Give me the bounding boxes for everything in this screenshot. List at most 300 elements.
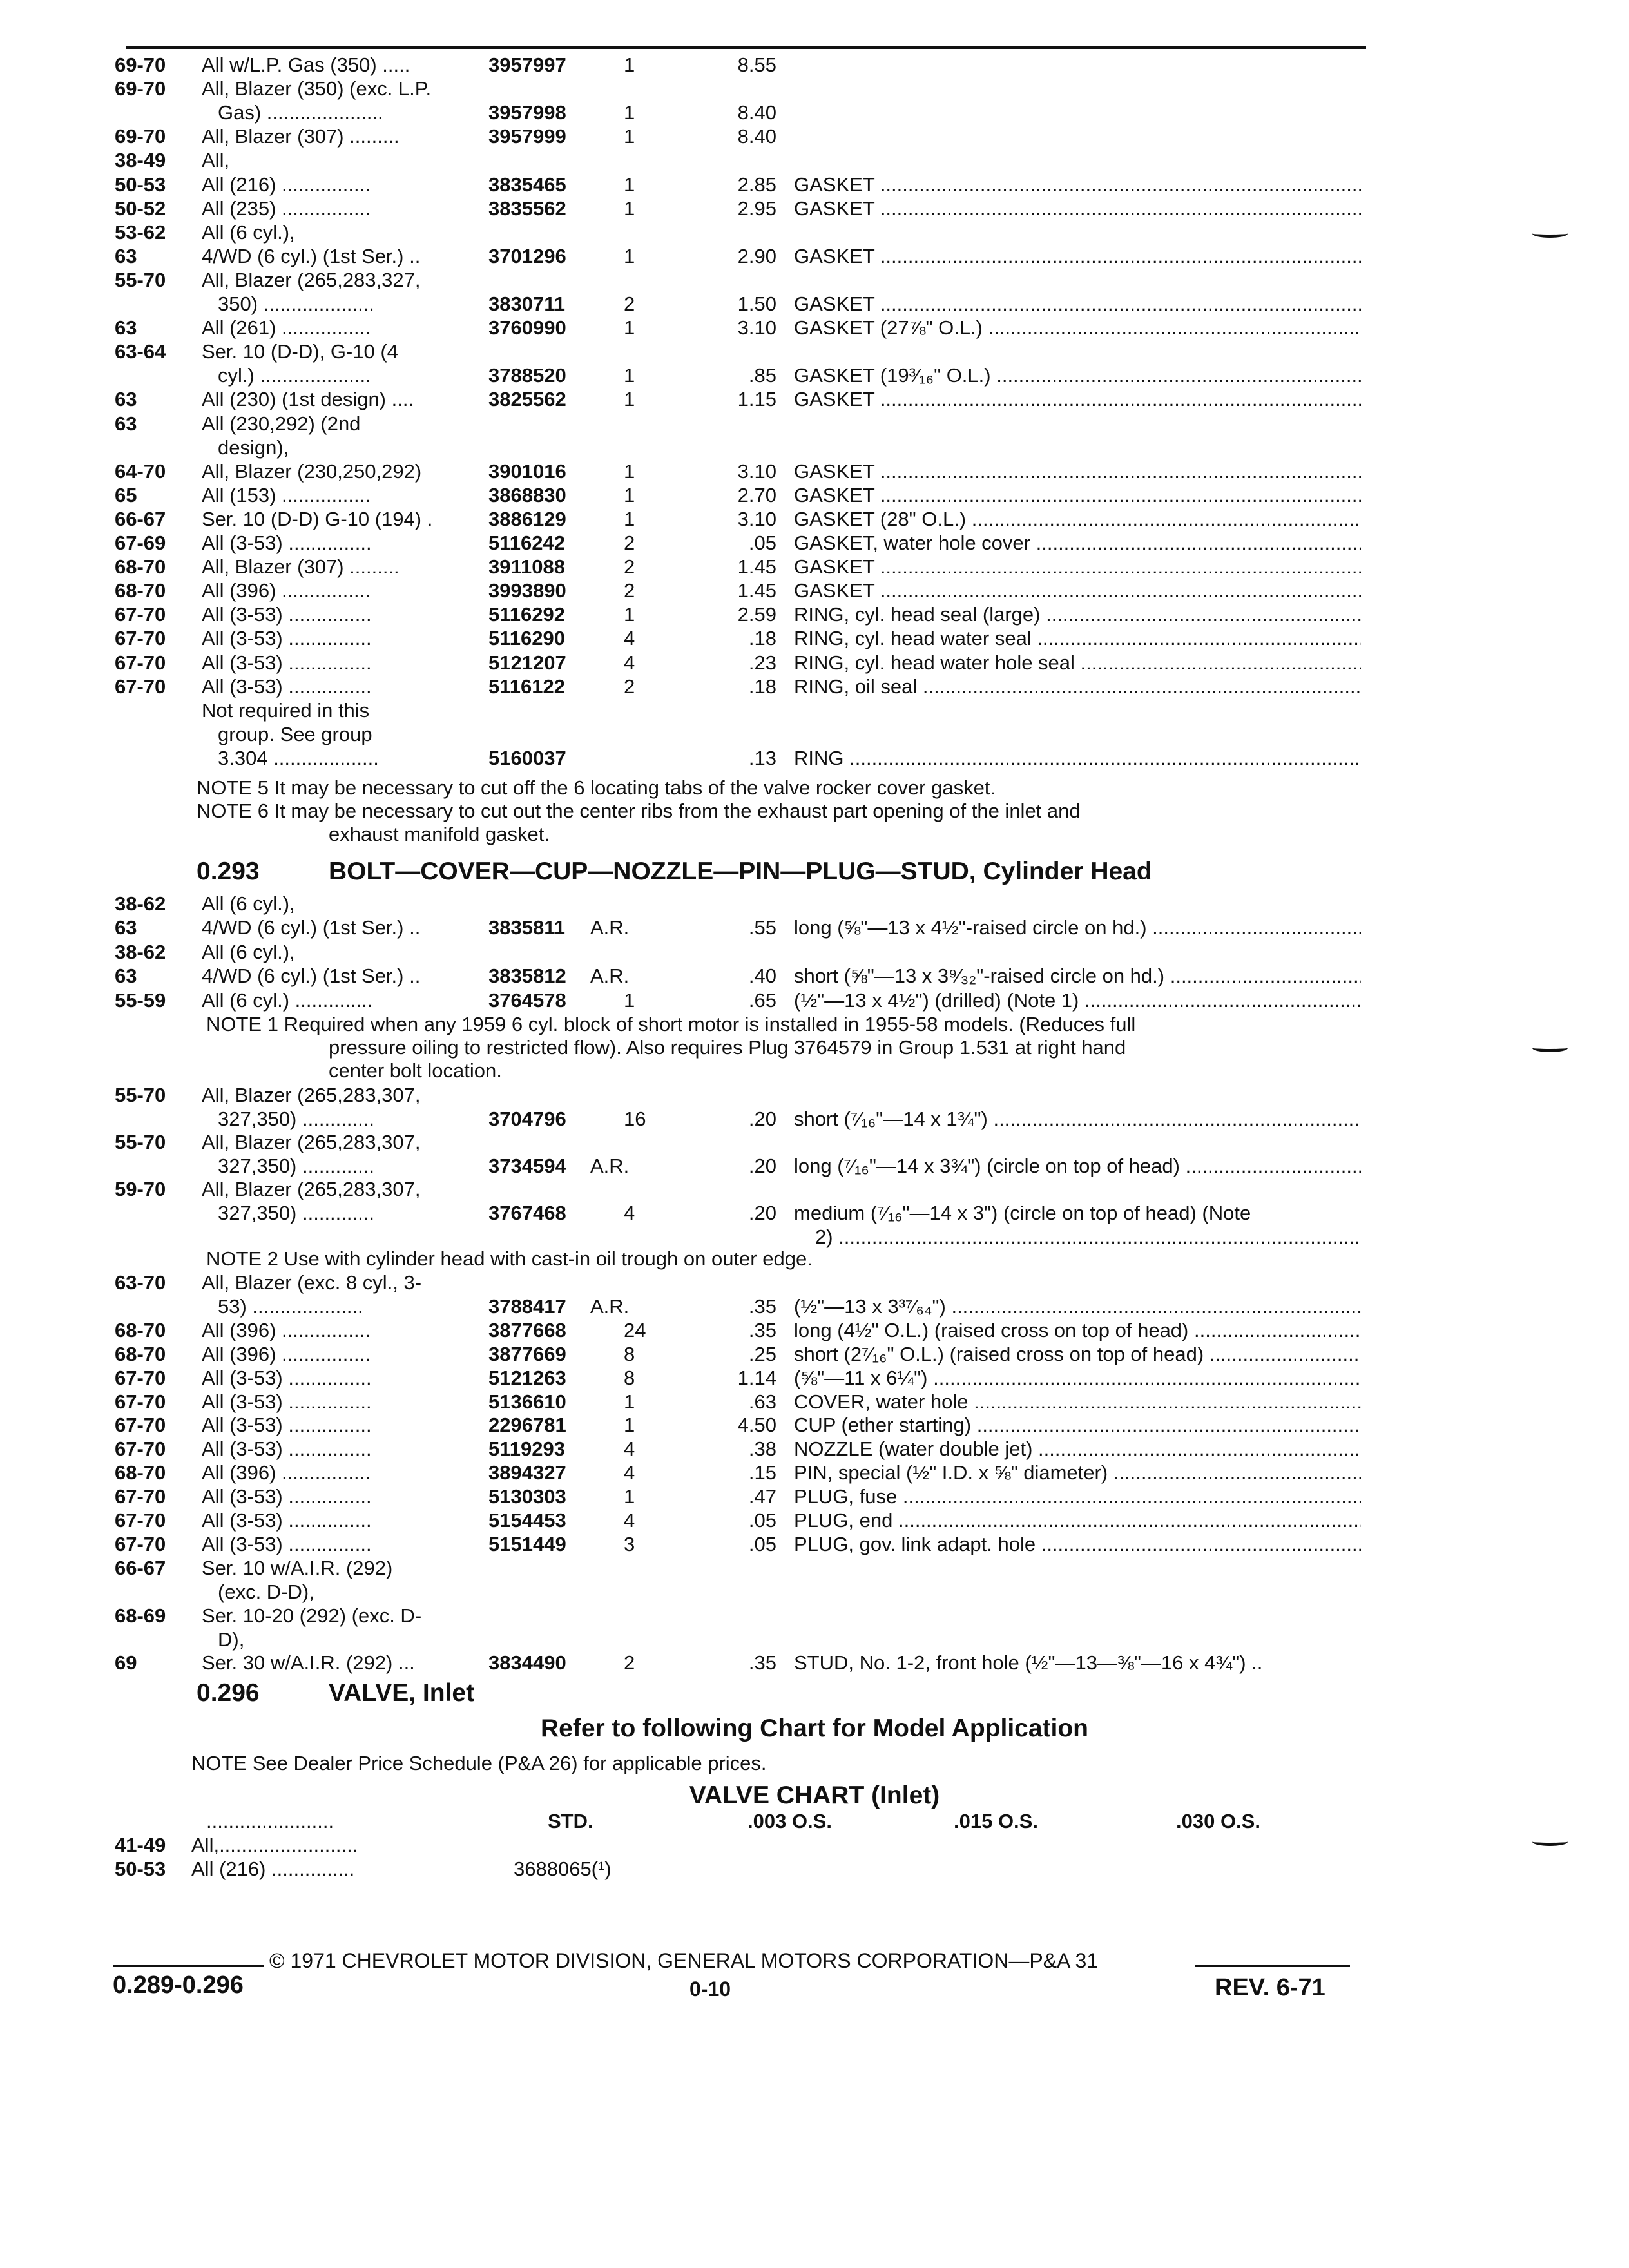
- part-number: 5136610: [488, 1390, 566, 1413]
- application: All (3-53) ...............: [202, 675, 372, 698]
- quantity: 1: [624, 1390, 635, 1413]
- quantity: 2: [624, 579, 635, 602]
- footer-rule-left: [113, 1965, 264, 1967]
- price: 1.14: [737, 1366, 776, 1389]
- price: .63: [748, 1390, 776, 1413]
- part-number: 3835812: [488, 965, 566, 988]
- footer-revision: REV. 6-71: [1215, 1974, 1325, 2001]
- description: STUD, No. 1-2, front hole (½"—13—⅜"—16 x 4¾") ..: [794, 1651, 1263, 1675]
- year-range: 68-70: [115, 1461, 166, 1485]
- parts-row: [0, 626, 1629, 651]
- part-number: 3868830: [488, 483, 566, 506]
- application: All (216) ...............: [191, 1858, 355, 1880]
- application: All (6 cyl.),: [202, 892, 295, 915]
- year-range: 68-70: [115, 1318, 166, 1341]
- year-range: 67-70: [115, 1437, 166, 1461]
- quantity: 1: [624, 364, 635, 387]
- price: .38: [748, 1437, 776, 1461]
- parts-row: [0, 1485, 1629, 1509]
- year-range: 38-62: [115, 892, 166, 915]
- application: All,.........................: [191, 1834, 358, 1856]
- part-number: 3764578: [488, 988, 566, 1012]
- application: All, Blazer (230,250,292): [202, 459, 422, 483]
- parts-row: [0, 412, 1629, 436]
- part-number: 3825562: [488, 388, 566, 411]
- application: All, Blazer (265,283,327,: [202, 268, 421, 291]
- description: short (2⁷⁄₁₆" O.L.) (raised cross on top of head) .....: [794, 1342, 1361, 1367]
- description: GASKET (28" O.L.) .....: [794, 507, 1361, 532]
- section-0-296-title: VALVE, Inlet: [329, 1679, 475, 1707]
- parts-row: [0, 1508, 1629, 1533]
- parts-row: [0, 1342, 1629, 1367]
- year-range: 63: [115, 916, 137, 939]
- price: .47: [748, 1485, 776, 1508]
- parts-row: [0, 1107, 1629, 1131]
- year-range: 67-70: [115, 651, 166, 674]
- valve-chart-title: VALVE CHART (Inlet): [689, 1782, 940, 1809]
- year-range: 65: [115, 483, 137, 506]
- description: GASKET .....: [794, 579, 1361, 603]
- year-range: 59-70: [115, 1178, 166, 1201]
- note-1-cont-1: pressure oiling to restricted flow). Also requires Plug 3764579 in Group 1.531 at right hand: [329, 1036, 1126, 1059]
- description: PLUG, end .....: [794, 1508, 1361, 1533]
- part-number: 3704796: [488, 1107, 566, 1130]
- top-rule: [126, 46, 1366, 49]
- application: All (3-53) ...............: [202, 603, 372, 626]
- quantity: 1: [624, 388, 635, 411]
- year-range: 67-70: [115, 1532, 166, 1555]
- quantity: 4: [624, 627, 635, 650]
- part-number: 5121207: [488, 651, 566, 674]
- application: All (216) ................: [202, 173, 371, 196]
- price: 3.10: [737, 459, 776, 483]
- quantity: 8: [624, 1366, 635, 1389]
- price: 2.70: [737, 483, 776, 506]
- price: .55: [748, 916, 776, 939]
- footer-copyright: © 1971 CHEVROLET MOTOR DIVISION, GENERAL MOTORS CORPORATION—P&A 31: [269, 1949, 1099, 1972]
- parts-row: [0, 101, 1629, 125]
- application: 4/WD (6 cyl.) (1st Ser.) ..: [202, 965, 421, 988]
- parts-row: [0, 1271, 1629, 1295]
- parts-row: [0, 316, 1629, 340]
- application: 3.304 ...................: [218, 746, 379, 769]
- application: 327,350) .............: [218, 1202, 374, 1224]
- description: RING, oil seal .....: [794, 675, 1361, 699]
- parts-row: [0, 602, 1629, 627]
- year-range: 68-70: [115, 555, 166, 579]
- part-number: 2296781: [488, 1414, 566, 1437]
- refer-chart-heading: Refer to following Chart for Model Application: [540, 1715, 1089, 1742]
- valve-chart-header-015: .015 O.S.: [954, 1810, 1038, 1832]
- margin-mark: [1532, 1838, 1568, 1846]
- description: GASKET .....: [794, 483, 1361, 508]
- description: medium (⁷⁄₁₆"—14 x 3") (circle on top of head) (Note: [794, 1202, 1251, 1224]
- quantity: 1: [624, 459, 635, 483]
- description: RING, cyl. head seal (large) .....: [794, 602, 1361, 627]
- application: All (6 cyl.) ..............: [202, 988, 373, 1012]
- quantity: 4: [624, 1202, 635, 1224]
- year-range: 67-70: [115, 1390, 166, 1413]
- quantity: 1: [624, 316, 635, 340]
- price: .15: [748, 1461, 776, 1485]
- application: Ser. 30 w/A.I.R. (292) ...: [202, 1651, 415, 1675]
- part-number: 3957997: [488, 53, 566, 76]
- parts-row: [0, 220, 1629, 245]
- part-number: 5151449: [488, 1532, 566, 1555]
- quantity: 2: [624, 532, 635, 554]
- price: .40: [748, 965, 776, 988]
- price: 2.90: [737, 244, 776, 267]
- parts-row: [0, 579, 1629, 603]
- part-number: 3834490: [488, 1651, 566, 1675]
- description: RING .....: [794, 746, 1361, 771]
- description: long (⁷⁄₁₆"—14 x 3¾") (circle on top of head) .....: [794, 1154, 1361, 1178]
- part-number: 3701296: [488, 244, 566, 267]
- application: cyl.) ....................: [218, 364, 371, 387]
- quantity: 2: [624, 1651, 635, 1675]
- application: 327,350) .............: [218, 1154, 374, 1177]
- part-number: 5130303: [488, 1485, 566, 1508]
- year-range: 69-70: [115, 77, 166, 101]
- quantity: 2: [624, 675, 635, 698]
- parts-row: [0, 1318, 1629, 1343]
- note-5: NOTE 5 It may be necessary to cut off the 6 locating tabs of the valve rocker cover gasket.: [197, 776, 996, 799]
- note-1-cont-2: center bolt location.: [329, 1059, 502, 1082]
- parts-row: [0, 1225, 1629, 1249]
- year-range: 63: [115, 244, 137, 267]
- application: Ser. 10-20 (292) (exc. D-: [202, 1604, 422, 1627]
- parts-row: [0, 1651, 1629, 1675]
- parts-row: [0, 268, 1629, 293]
- application: All (396) ................: [202, 1461, 371, 1485]
- description: GASKET .....: [794, 244, 1361, 269]
- description: long (4½" O.L.) (raised cross on top of head) .....: [794, 1318, 1361, 1343]
- description: GASKET (19³⁄₁₆" O.L.) .....: [794, 363, 1361, 388]
- quantity: 4: [624, 651, 635, 674]
- year-range: 69-70: [115, 125, 166, 148]
- application: All (396) ................: [202, 1342, 371, 1365]
- year-range: 55-70: [115, 1131, 166, 1154]
- application: All, Blazer (307) .........: [202, 555, 400, 579]
- price: .13: [748, 746, 776, 769]
- quantity: 1: [624, 603, 635, 626]
- application: All (6 cyl.),: [202, 940, 295, 963]
- year-range: 38-49: [115, 149, 166, 172]
- parts-row: [0, 1294, 1629, 1319]
- application: 327,350) .............: [218, 1107, 374, 1130]
- price: 8.40: [737, 101, 776, 124]
- parts-row: [0, 1083, 1629, 1108]
- year-range: 67-70: [115, 603, 166, 626]
- description: GASKET .....: [794, 292, 1361, 316]
- parts-row: [0, 77, 1629, 101]
- application: All (3-53) ...............: [202, 1532, 372, 1555]
- quantity: 1: [624, 125, 635, 148]
- part-number: 3760990: [488, 316, 566, 340]
- year-range: 55-59: [115, 988, 166, 1012]
- application: Gas) .....................: [218, 101, 383, 124]
- quantity: A.R.: [590, 965, 630, 988]
- parts-row: [0, 698, 1629, 723]
- parts-row: [0, 459, 1629, 484]
- application: All (153) ................: [202, 483, 371, 506]
- application: All (3-53) ...............: [202, 1414, 372, 1437]
- application: group. See group: [218, 722, 372, 745]
- part-number: 3877669: [488, 1342, 566, 1365]
- year-range: 67-70: [115, 627, 166, 650]
- description: RING, cyl. head water seal .....: [794, 626, 1361, 651]
- application: All w/L.P. Gas (350) .....: [202, 53, 410, 76]
- parts-row: [0, 197, 1629, 221]
- quantity: 1: [624, 988, 635, 1012]
- valve-chart-header-030: .030 O.S.: [1176, 1810, 1260, 1832]
- description: PLUG, fuse .....: [794, 1485, 1361, 1509]
- parts-row: [0, 1556, 1629, 1581]
- year-range: 68-70: [115, 579, 166, 602]
- parts-row: [0, 651, 1629, 675]
- price: 3.10: [737, 507, 776, 530]
- application: All (3-53) ...............: [202, 1509, 372, 1532]
- section-0-296-number: 0.296: [197, 1679, 260, 1707]
- application: design),: [218, 436, 289, 459]
- price: 2.59: [737, 603, 776, 626]
- year-range: 63-64: [115, 340, 166, 363]
- part-number: 3835562: [488, 197, 566, 220]
- quantity: 2: [624, 293, 635, 315]
- price: 8.55: [737, 53, 776, 76]
- quantity: 1: [624, 483, 635, 506]
- year-range: 50-52: [115, 197, 166, 220]
- parts-row: [0, 1154, 1629, 1178]
- application: All (3-53) ...............: [202, 1366, 372, 1389]
- quantity: 4: [624, 1461, 635, 1485]
- price: 2.95: [737, 197, 776, 220]
- parts-row: [0, 722, 1629, 747]
- part-number: 5119293: [488, 1437, 565, 1461]
- description: (⅝"—11 x 6¼") .....: [794, 1366, 1361, 1390]
- parts-row: [0, 746, 1629, 771]
- price: .85: [748, 364, 776, 387]
- price: .25: [748, 1342, 776, 1365]
- quantity: 16: [624, 1107, 646, 1130]
- quantity: 4: [624, 1509, 635, 1532]
- description: GASKET, water hole cover .....: [794, 531, 1361, 555]
- quantity: 1: [624, 507, 635, 530]
- application: Ser. 10 w/A.I.R. (292): [202, 1556, 393, 1579]
- part-number: 3734594: [488, 1154, 566, 1177]
- price: 1.45: [737, 579, 776, 602]
- description: GASKET .....: [794, 555, 1361, 579]
- parts-row: [0, 1437, 1629, 1461]
- year-range: 63: [115, 316, 137, 340]
- price: 1.45: [737, 555, 776, 579]
- application: All, Blazer (350) (exc. L.P.: [202, 77, 432, 101]
- description: GASKET .....: [794, 197, 1361, 221]
- application: Not required in this: [202, 698, 370, 722]
- application: All (3-53) ...............: [202, 627, 372, 650]
- price: .20: [748, 1154, 776, 1177]
- quantity: 1: [624, 53, 635, 76]
- dealer-note: NOTE See Dealer Price Schedule (P&A 26) for applicable prices.: [191, 1752, 767, 1774]
- parts-row: [0, 148, 1629, 173]
- parts-row: [0, 340, 1629, 364]
- part-number: 3767468: [488, 1202, 566, 1224]
- part-number: 3993890: [488, 579, 566, 602]
- description: RING, cyl. head water hole seal .....: [794, 651, 1361, 675]
- parts-row: [0, 1580, 1629, 1604]
- application: All (230) (1st design) ....: [202, 388, 414, 411]
- description: CUP (ether starting) .....: [794, 1413, 1361, 1437]
- price: 1.15: [737, 388, 776, 411]
- quantity: 4: [624, 1437, 635, 1461]
- parts-row: [0, 555, 1629, 579]
- application: Ser. 10 (D-D), G-10 (4: [202, 340, 398, 363]
- application: (exc. D-D),: [218, 1580, 314, 1603]
- section-0-293-number: 0.293: [197, 858, 260, 885]
- quantity: 1: [624, 173, 635, 196]
- description: long (⅝"—13 x 4½"-raised circle on hd.) .....: [794, 916, 1361, 940]
- year-range: 63: [115, 965, 137, 988]
- application: D),: [218, 1628, 245, 1651]
- part-number: 5160037: [488, 746, 566, 769]
- price: 4.50: [737, 1414, 776, 1437]
- application: 4/WD (6 cyl.) (1st Ser.) ..: [202, 244, 421, 267]
- price: 1.50: [737, 293, 776, 315]
- parts-row: [0, 363, 1629, 388]
- parts-row: [0, 1532, 1629, 1557]
- application: All (3-53) ...............: [202, 532, 372, 554]
- application: 53) ....................: [218, 1294, 363, 1318]
- year-range: 50-53: [115, 173, 166, 196]
- quantity: 3: [624, 1532, 635, 1555]
- price: .05: [748, 1509, 776, 1532]
- part-number: 3957999: [488, 125, 566, 148]
- application: All (235) ................: [202, 197, 371, 220]
- application: 4/WD (6 cyl.) (1st Ser.) ..: [202, 916, 421, 939]
- footer-section-range: 0.289-0.296: [113, 1972, 244, 1999]
- price: .20: [748, 1107, 776, 1130]
- parts-row: [0, 1628, 1629, 1652]
- application: All (230,292) (2nd: [202, 412, 361, 435]
- price: .65: [748, 988, 776, 1012]
- application: All (6 cyl.),: [202, 220, 295, 244]
- quantity: 1: [624, 1485, 635, 1508]
- part-number: 3835811: [488, 916, 565, 939]
- parts-row: [0, 124, 1629, 149]
- price: 2.85: [737, 173, 776, 196]
- part-number: 3835465: [488, 173, 566, 196]
- quantity: 24: [624, 1318, 646, 1341]
- year-range: 53-62: [115, 220, 166, 244]
- year-range: 69-70: [115, 53, 166, 76]
- year-range: 68-69: [115, 1604, 166, 1627]
- quantity: A.R.: [590, 916, 630, 939]
- parts-row: [0, 940, 1629, 965]
- year-range: 67-69: [115, 532, 166, 554]
- application: All (396) ................: [202, 1318, 371, 1341]
- quantity: 1: [624, 197, 635, 220]
- description: NOZZLE (water double jet) .....: [794, 1437, 1361, 1461]
- description: short (⁷⁄₁₆"—14 x 1¾") .....: [794, 1107, 1361, 1131]
- part-number: 3830711: [488, 293, 565, 315]
- year-range: 69: [115, 1651, 137, 1675]
- part-number: 5116122: [488, 675, 565, 698]
- parts-row: [0, 988, 1629, 1013]
- footer-page-number: 0-10: [689, 1977, 731, 2001]
- parts-row: [0, 483, 1629, 508]
- part-number: 3788520: [488, 364, 566, 387]
- parts-row: [0, 436, 1629, 460]
- description: short (⅝"—13 x 3⁹⁄₃₂"-raised circle on hd.) .....: [794, 964, 1361, 988]
- part-number: 3894327: [488, 1461, 566, 1485]
- parts-row: [0, 1390, 1629, 1414]
- valve-chart-header-003: .003 O.S.: [747, 1810, 832, 1832]
- application: All (3-53) ...............: [202, 1485, 372, 1508]
- year-range: 55-70: [115, 1084, 166, 1106]
- year-range: 38-62: [115, 940, 166, 963]
- year-range: 66-67: [115, 507, 166, 530]
- year-range: 67-70: [115, 1414, 166, 1437]
- price: 8.40: [737, 125, 776, 148]
- parts-row: [0, 1130, 1629, 1155]
- parts-row: [0, 387, 1629, 412]
- quantity: A.R.: [590, 1294, 630, 1318]
- price: .35: [748, 1651, 776, 1675]
- part-number: 5121263: [488, 1366, 566, 1389]
- price: .05: [748, 1532, 776, 1555]
- valve-chart-row: [0, 1833, 1629, 1858]
- parts-row: [0, 244, 1629, 269]
- part-number: 3957998: [488, 101, 566, 124]
- description: GASKET .....: [794, 459, 1361, 484]
- year-range: 67-70: [115, 675, 166, 698]
- application: All (3-53) ...............: [202, 1390, 372, 1413]
- valve-chart-lead-dots: .......................: [206, 1810, 334, 1832]
- year-range: 63: [115, 388, 137, 411]
- footer-rule-right: [1195, 1965, 1350, 1967]
- part-number: 5154453: [488, 1509, 566, 1532]
- description: PIN, special (½" I.D. x ⅝" diameter) .....: [794, 1461, 1361, 1485]
- section-0-293-title: BOLT—COVER—CUP—NOZZLE—PIN—PLUG—STUD, Cylinder Head: [329, 858, 1152, 885]
- description: COVER, water hole .....: [794, 1390, 1361, 1414]
- part-number: 3901016: [488, 459, 566, 483]
- price: .35: [748, 1318, 776, 1341]
- part-number: 3788417: [488, 1294, 566, 1318]
- year-range: 66-67: [115, 1556, 166, 1579]
- parts-row: [0, 292, 1629, 316]
- price: .18: [748, 627, 776, 650]
- price: .20: [748, 1202, 776, 1224]
- part-number: 3877668: [488, 1318, 566, 1341]
- parts-row: [0, 892, 1629, 916]
- note-2: NOTE 2 Use with cylinder head with cast-in oil trough on outer edge.: [206, 1247, 813, 1270]
- year-range: 68-70: [115, 1342, 166, 1365]
- quantity: 1: [624, 101, 635, 124]
- price: .05: [748, 532, 776, 554]
- application: All, Blazer (307) .........: [202, 125, 400, 148]
- price: .18: [748, 675, 776, 698]
- quantity: 8: [624, 1342, 635, 1365]
- parts-row: [0, 964, 1629, 988]
- quantity: 1: [624, 244, 635, 267]
- parts-row: [0, 507, 1629, 532]
- description: PLUG, gov. link adapt. hole .....: [794, 1532, 1361, 1557]
- margin-mark: [1532, 1044, 1568, 1052]
- parts-row: [0, 173, 1629, 197]
- note-6-cont: exhaust manifold gasket.: [329, 823, 550, 845]
- application: Ser. 10 (D-D) G-10 (194) .: [202, 507, 433, 530]
- parts-row: [0, 531, 1629, 555]
